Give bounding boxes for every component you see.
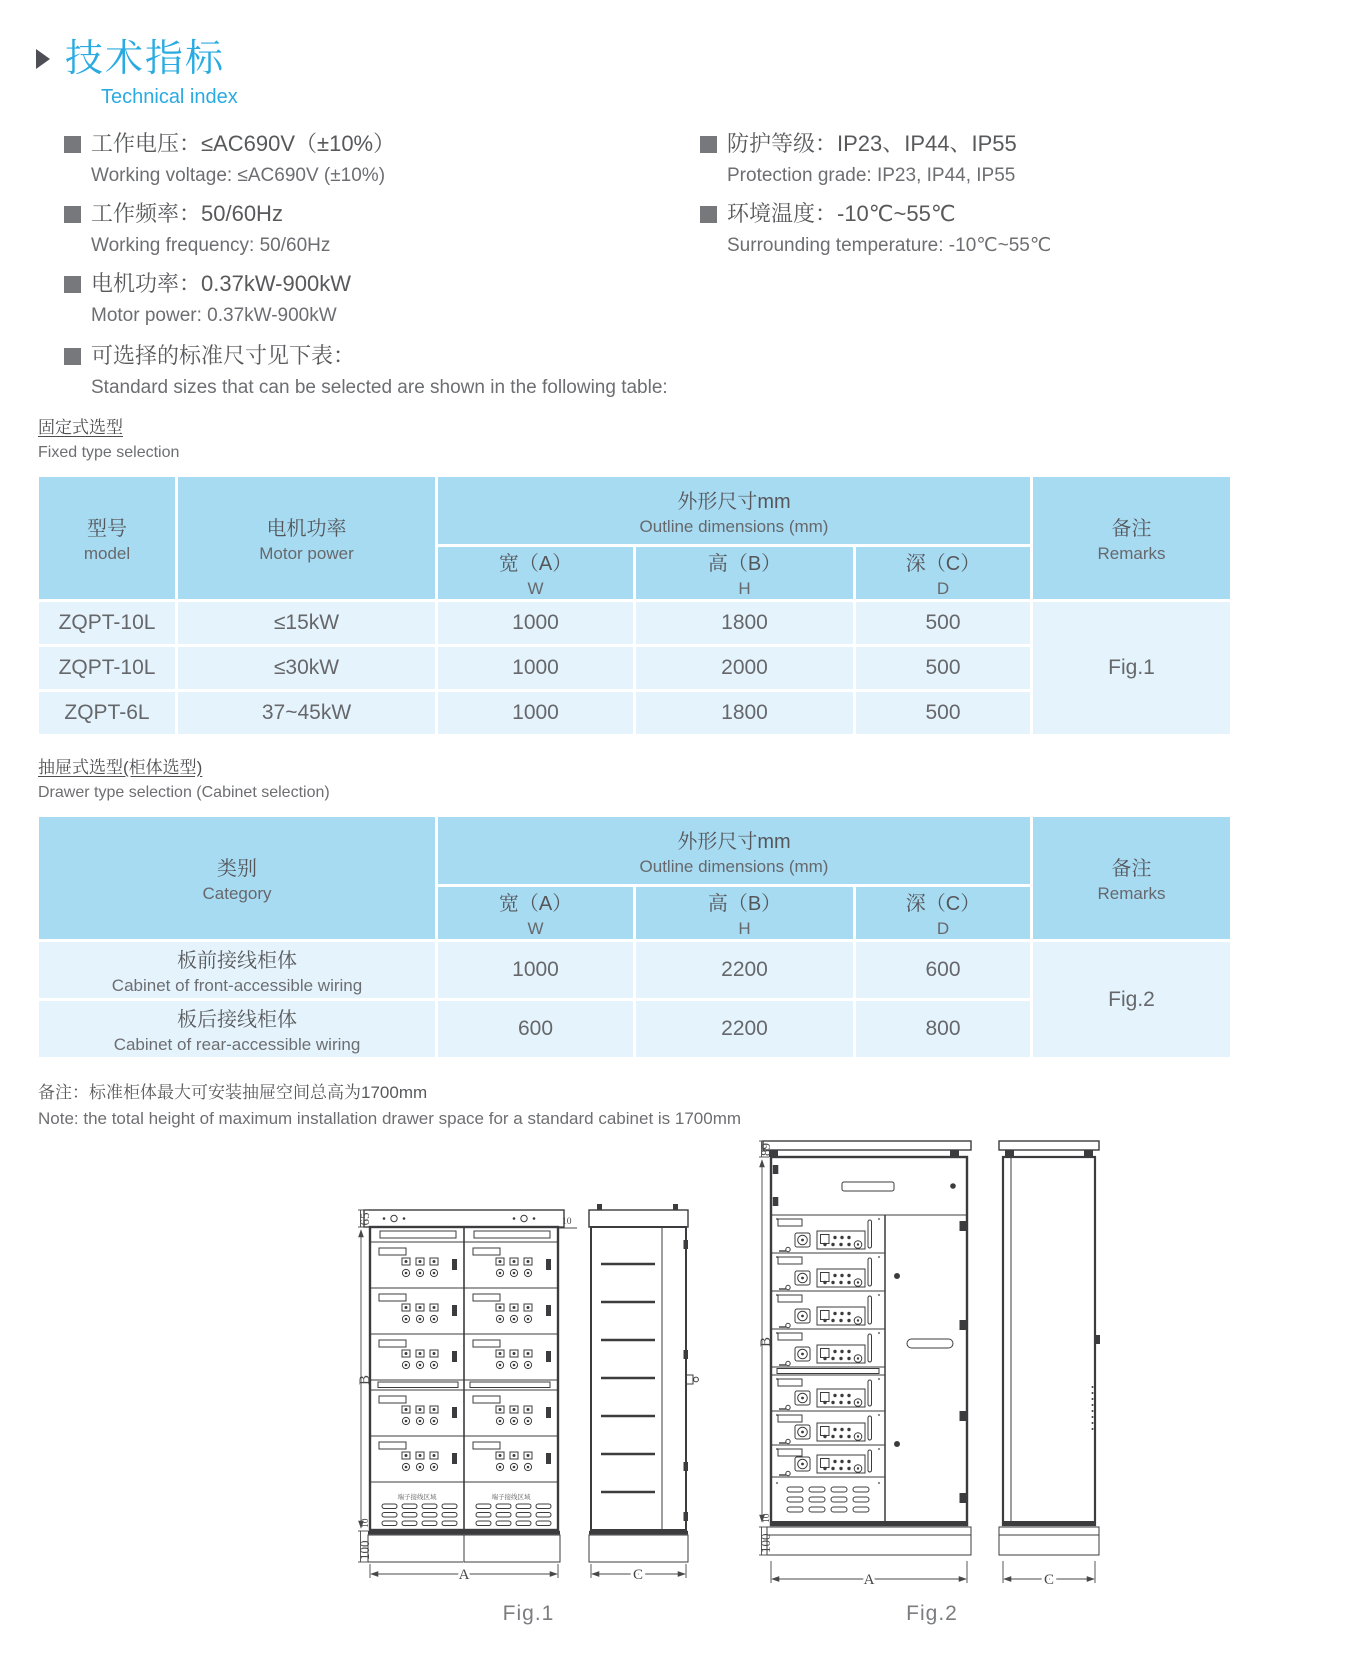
bullet-square-icon (700, 206, 717, 223)
spec-zh-text: 电机功率：0.37kW-900kW (91, 271, 351, 296)
dim-depth-label: C (632, 1567, 644, 1583)
fig2-cabinet-views (763, 1141, 1100, 1555)
fixed-type-section-label (38, 413, 1357, 462)
dim-vent-height: 10 (361, 1518, 371, 1528)
dim-top-gap: 10 (562, 1217, 572, 1227)
cell-width: 1000 (437, 646, 635, 691)
bullet-square-icon (64, 136, 81, 153)
header-depth: 深（C） D (855, 886, 1032, 941)
header-model: 型号 model (38, 476, 177, 601)
cell-model: ZQPT-10L (38, 601, 177, 646)
spec-zh-text: 防护等级：IP23、IP44、IP55 (727, 131, 1017, 156)
figure-2-drawing (757, 1135, 1107, 1590)
fig1-cabinet-views (364, 1204, 698, 1562)
footnote (38, 1078, 1357, 1129)
spec-zh-text: 工作频率：50/60Hz (91, 201, 283, 226)
header-remarks: 备注 Remarks (1032, 816, 1232, 941)
header-outline-dimensions: 外形尺寸mm Outline dimensions (mm) (437, 476, 1032, 546)
spec-zh-text: 工作电压：≤AC690V（±10%） (91, 131, 396, 156)
cell-width: 1000 (437, 691, 635, 736)
header-width: 宽（A） W (437, 546, 635, 601)
dim-cap-height: 65 (357, 1212, 372, 1226)
spec-item-table-intro (0, 343, 1357, 399)
spec-en-text: Surrounding temperature: -10℃~55℃ (727, 235, 1052, 256)
page-header (0, 36, 1357, 109)
cell-remark: Fig.2 (1032, 941, 1232, 1059)
bullet-square-icon (700, 136, 717, 153)
figure-2-caption: Fig.2 (906, 1602, 958, 1625)
figure-1 (356, 1200, 701, 1626)
dim-body-height: B (357, 1374, 373, 1385)
terminal-area-label: 端子接线区域 (491, 1493, 531, 1501)
spec-item-frequency (64, 201, 700, 257)
spec-en-text: Standard sizes that can be selected are shown in the following table: (91, 377, 668, 398)
cell-category: 板前接线柜体 Cabinet of front-accessible wiring (38, 941, 437, 1000)
header-height: 高（B） H (635, 886, 855, 941)
cell-depth: 500 (855, 646, 1032, 691)
fig2-dimensions (758, 1141, 1095, 1588)
section-title-zh: 抽屉式选型(柜体选型) (38, 758, 203, 777)
spec-item-temperature (700, 201, 1051, 257)
dim-width-label: A (863, 1572, 875, 1588)
table-row (38, 601, 1232, 646)
cell-width: 1000 (437, 601, 635, 646)
cell-depth: 600 (855, 941, 1032, 1000)
header-width: 宽（A） W (437, 886, 635, 941)
terminal-area-label: 端子接线区域 (397, 1493, 437, 1501)
cell-model: ZQPT-6L (38, 691, 177, 736)
cell-category: 板后接线柜体 Cabinet of rear-accessible wiring (38, 1000, 437, 1059)
spec-column-right (700, 131, 1051, 341)
bullet-square-icon (64, 348, 81, 365)
footnote-en: Note: the total height of maximum installation drawer space for a standard cabinet is 1700mm (38, 1109, 742, 1128)
fixed-type-table (36, 474, 1233, 737)
drawer-type-table (36, 814, 1233, 1060)
section-title-en: Drawer type selection (Cabinet selection) (38, 784, 330, 801)
dim-vent-height: 10 (762, 1513, 772, 1523)
spec-item-voltage (64, 131, 700, 187)
figures-row (356, 1135, 1357, 1626)
page-subtitle: Technical index (101, 86, 238, 108)
spec-en-text: Working frequency: 50/60Hz (91, 235, 331, 256)
header-motor-power: 电机功率 Motor power (177, 476, 437, 601)
spec-zh-text: 可选择的标准尺寸见下表： (91, 343, 356, 368)
header-category: 类别 Category (38, 816, 437, 941)
dim-width-label: A (458, 1567, 470, 1583)
dim-plinth-height: 100 (357, 1540, 372, 1560)
spec-en-text: Working voltage: ≤AC690V (±10%) (91, 165, 386, 186)
spec-column-left (64, 131, 700, 341)
table-row (38, 941, 1232, 1000)
spec-item-motor-power (64, 271, 700, 327)
dim-depth-label: C (1043, 1572, 1055, 1588)
cell-remark: Fig.1 (1032, 601, 1232, 736)
header-remarks: 备注 Remarks (1032, 476, 1232, 601)
cell-height: 2200 (635, 1000, 855, 1059)
cell-height: 1800 (635, 601, 855, 646)
cell-model: ZQPT-10L (38, 646, 177, 691)
figure-2 (757, 1135, 1107, 1626)
spec-zh-text: 环境温度：-10℃~55℃ (727, 201, 956, 226)
drawer-type-section-label (38, 753, 1357, 802)
section-arrow-icon (36, 49, 50, 69)
header-outline-dimensions: 外形尺寸mm Outline dimensions (mm) (437, 816, 1032, 886)
header-height: 高（B） H (635, 546, 855, 601)
bullet-square-icon (64, 276, 81, 293)
cell-height: 2200 (635, 941, 855, 1000)
cell-power: ≤15kW (177, 601, 437, 646)
figure-1-drawing (356, 1200, 701, 1590)
dim-body-height: B (758, 1336, 774, 1347)
cell-width: 600 (437, 1000, 635, 1059)
cell-height: 2000 (635, 646, 855, 691)
header-depth: 深（C） D (855, 546, 1032, 601)
bullet-square-icon (64, 206, 81, 223)
dim-cap-height: 89 (758, 1143, 773, 1156)
cell-depth: 500 (855, 601, 1032, 646)
spec-en-text: Motor power: 0.37kW-900kW (91, 305, 337, 326)
spec-list (0, 131, 1357, 341)
dim-plinth-height: 100 (758, 1533, 773, 1553)
cell-power: ≤30kW (177, 646, 437, 691)
figure-1-caption: Fig.1 (502, 1602, 555, 1625)
spec-item-protection (700, 131, 1051, 187)
cell-depth: 500 (855, 691, 1032, 736)
cell-height: 1800 (635, 691, 855, 736)
cell-power: 37~45kW (177, 691, 437, 736)
section-title-zh: 固定式选型 (38, 418, 123, 437)
cell-depth: 800 (855, 1000, 1032, 1059)
spec-en-text: Protection grade: IP23, IP44, IP55 (727, 165, 1016, 186)
cell-width: 1000 (437, 941, 635, 1000)
footnote-zh: 备注：标准柜体最大可安装抽屉空间总高为1700mm (38, 1083, 428, 1102)
section-title-en: Fixed type selection (38, 444, 180, 461)
page-title: 技术指标 (65, 38, 226, 80)
